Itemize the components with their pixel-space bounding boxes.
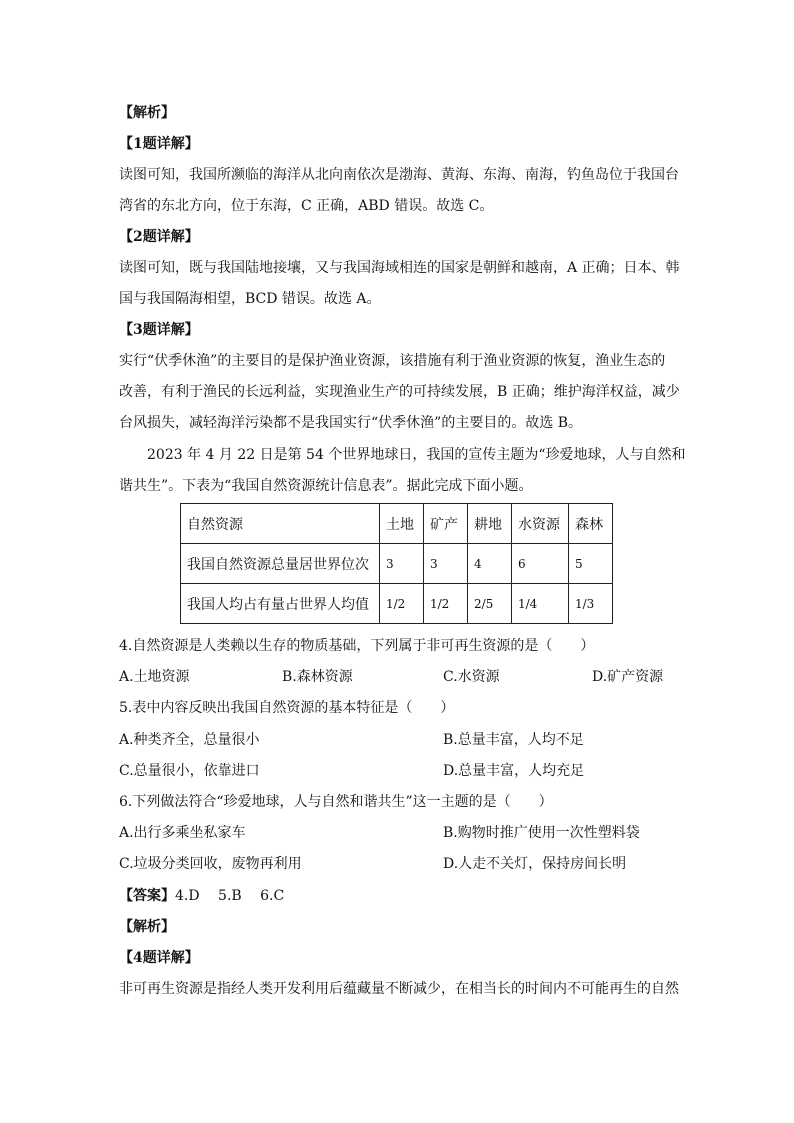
answer-text: 4.D 5.B 6.C (175, 888, 285, 904)
q5-option-c: C.总量很小，依靠进口 (119, 763, 260, 779)
table-cell: 水资源 (512, 504, 569, 544)
q4-detail-heading: 【4题详解】 (119, 950, 199, 966)
q4-option-c: C.水资源 (443, 669, 500, 685)
q4-option-d: D.矿产资源 (592, 669, 664, 685)
q2-detail-heading: 【2题详解】 (119, 229, 199, 245)
q1-detail-heading: 【1题详解】 (119, 136, 199, 152)
table-cell: 6 (512, 544, 569, 584)
q6-stem: 6.下列做法符合“珍爱地球，人与自然和谐共生”这一主题的是（ ） (119, 794, 553, 810)
analysis-heading: 【解析】 (119, 105, 175, 121)
table-cell: 1/4 (512, 584, 569, 624)
table-cell: 3 (424, 544, 468, 584)
table-row (181, 584, 613, 624)
q3-detail-line: 改善，有利于渔民的长远利益，实现渔业生产的可持续发展，B 正确；维护海洋权益，减少 (119, 384, 680, 400)
q4-option-b: B.森林资源 (282, 669, 353, 685)
q6-option-d: D.人走不关灯，保持房间长明 (443, 856, 627, 872)
table-cell: 4 (468, 544, 512, 584)
resource-table (180, 503, 613, 624)
q3-detail-line: 台风损失，减轻海洋污染都不是我国实行“伏季休渔”的主要目的。故选 B。 (119, 415, 583, 431)
q5-option-d: D.总量丰富，人均充足 (443, 763, 585, 779)
q4-detail-line: 非可再生资源是指经人类开发利用后蕴藏量不断减少，在相当长的时间内不可能再生的自然 (119, 981, 679, 997)
q2-detail-line: 读图可知，既与我国陆地接壤，又与我国海域相连的国家是朝鲜和越南，A 正确；日本、韩 (119, 260, 680, 276)
q6-option-b: B.购物时推广使用一次性塑料袋 (443, 825, 640, 841)
q2-detail-line: 国与我国隔海相望，BCD 错误。故选 A。 (119, 291, 381, 307)
table-header-row (181, 504, 613, 544)
q1-detail-line: 湾省的东北方向，位于东海，C 正确，ABD 错误。故选 C。 (119, 198, 494, 214)
table-cell: 1/2 (424, 584, 468, 624)
q6-option-a: A.出行多乘坐私家车 (119, 825, 246, 841)
q3-detail-line: 实行“伏季休渔”的主要目的是保护渔业资源，该措施有利于渔业资源的恢复，渔业生态的 (119, 353, 666, 369)
q5-option-b: B.总量丰富，人均不足 (443, 732, 584, 748)
table-cell: 自然资源 (181, 504, 380, 544)
table-cell: 1/3 (569, 584, 613, 624)
q6-option-c: C.垃圾分类回收，废物再利用 (119, 856, 302, 872)
table-cell: 2/5 (468, 584, 512, 624)
answer-label: 【答案】 (119, 888, 175, 904)
q5-option-a: A.种类齐全，总量很小 (119, 732, 260, 748)
table-cell: 土地 (380, 504, 424, 544)
q3-detail-heading: 【3题详解】 (119, 322, 199, 338)
table-row (181, 544, 613, 584)
intro-line: 2023 年 4 月 22 日是第 54 个世界地球日，我国的宣传主题为“珍爱地球，人与自然和 (147, 447, 686, 463)
table-cell: 1/2 (380, 584, 424, 624)
answer-line (119, 886, 679, 906)
table-cell: 3 (380, 544, 424, 584)
q1-detail-line: 读图可知，我国所濒临的海洋从北向南依次是渤海、黄海、东海、南海，钓鱼岛位于我国台 (119, 167, 679, 183)
table-cell: 森林 (569, 504, 613, 544)
table-cell: 我国人均占有量占世界人均值 (181, 584, 380, 624)
q4-stem: 4.自然资源是人类赖以生存的物质基础，下列属于非可再生资源的是（ ） (119, 638, 595, 654)
table-cell: 矿产 (424, 504, 468, 544)
q5-stem: 5.表中内容反映出我国自然资源的基本特征是（ ） (119, 700, 455, 716)
table-cell: 我国自然资源总量居世界位次 (181, 544, 380, 584)
table-cell: 耕地 (468, 504, 512, 544)
table-cell: 5 (569, 544, 613, 584)
analysis-heading: 【解析】 (119, 919, 175, 935)
q4-option-a: A.土地资源 (119, 669, 190, 685)
intro-line: 谐共生”。下表为“我国自然资源统计信息表”。据此完成下面小题。 (119, 478, 533, 494)
